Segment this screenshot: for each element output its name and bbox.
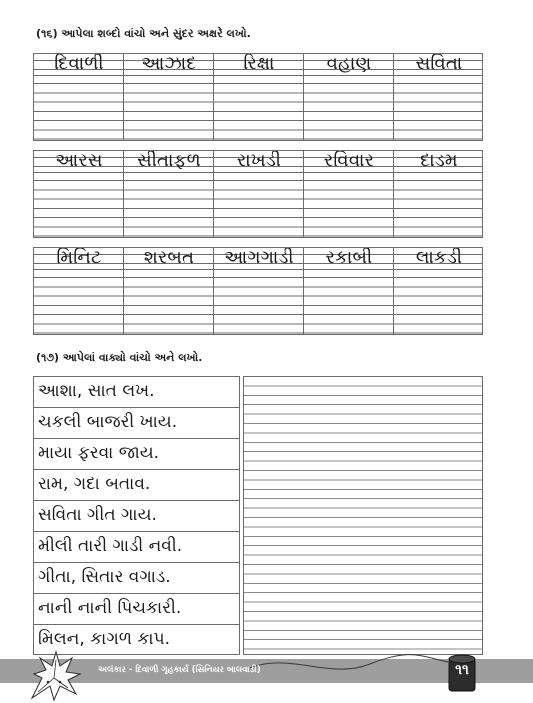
grid-frame <box>33 247 483 335</box>
word-label: મિનિટ <box>56 247 102 268</box>
sentence-text: ગીતા, સિતાર વગાડ. <box>38 567 171 587</box>
sentence-text: ચકલી બાજરી ખાય. <box>38 412 178 432</box>
word-grid-row-1 <box>33 53 483 141</box>
word-label: શરબત <box>143 247 195 268</box>
word-label: સવિતા <box>415 53 463 74</box>
list-item <box>34 594 239 625</box>
word-label: રવિવાર <box>323 150 375 171</box>
word-label: લાકડી <box>415 247 463 268</box>
sentence-text: મિલન, કાગળ કાપ. <box>38 629 171 649</box>
sentence-text: સવિતા ગીત ગાય. <box>38 505 157 525</box>
grid-frame <box>33 150 483 238</box>
sentence-text: રામ, ગદા બતાવ. <box>38 474 151 494</box>
sentence-text: મીલી તારી ગાડી નવી. <box>38 536 183 556</box>
page-number: ૧૧ <box>455 662 469 678</box>
list-item <box>34 408 239 439</box>
list-item <box>34 532 239 563</box>
word-label: રકાબી <box>325 247 373 268</box>
sentence-text: માયા ફરવા જાય. <box>38 443 160 463</box>
word-label: વહાણ <box>326 53 372 74</box>
cable-decoration <box>250 650 450 680</box>
word-label: દાડમ <box>420 150 458 171</box>
word-label: દિવાળી <box>54 53 104 74</box>
list-item <box>34 439 239 470</box>
sentence-list <box>33 376 240 655</box>
exercise-16-heading: (૧૬) આપેલા શબ્દો વાંચો અને સુંદર અક્ષરે લખો. <box>36 27 251 40</box>
sentence-text: આશા, સાત લખ. <box>38 381 155 401</box>
exercise-17-heading: (૧૭) આપેલાં વાક્યો વાંચો અને લખો. <box>36 351 203 364</box>
word-grid-row-3 <box>33 247 483 335</box>
grid-divider <box>33 269 483 270</box>
word-label: સીતાફળ <box>137 150 201 171</box>
word-label: રાખડી <box>236 150 282 171</box>
word-label: આરસ <box>55 150 103 171</box>
list-item <box>34 377 239 408</box>
grid-frame <box>33 53 483 141</box>
sentence-text: નાની નાની પિચકારી. <box>38 598 182 618</box>
footer-caption: અલંકાર - દિવાળી ગૃહકાર્ય (સિનિયર બાલવાડી) <box>98 665 261 675</box>
list-item <box>34 563 239 594</box>
word-label: આઝાદ <box>141 53 197 74</box>
leaf-doodle-icon <box>24 648 84 702</box>
word-label: રિક્ષા <box>243 53 275 74</box>
list-item <box>34 470 239 501</box>
grid-divider <box>33 172 483 173</box>
word-label: આગગાડી <box>224 247 294 268</box>
word-grid-row-2 <box>33 150 483 238</box>
list-item <box>34 501 239 532</box>
grid-divider <box>33 75 483 76</box>
writing-area <box>243 376 483 655</box>
